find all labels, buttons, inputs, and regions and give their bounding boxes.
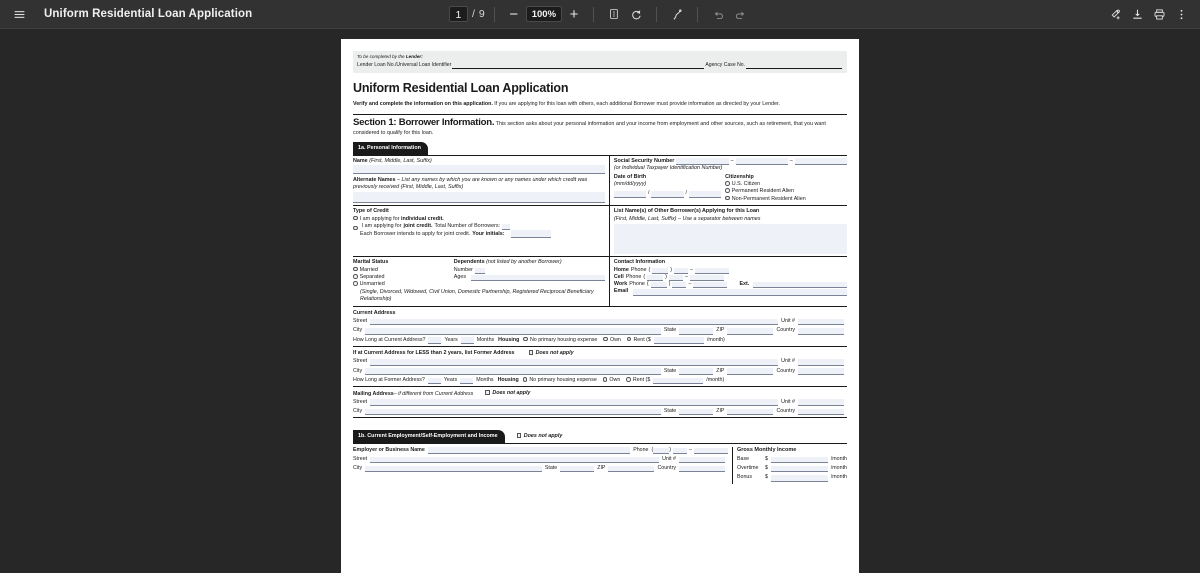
ssn-label: Social Security Number [613,157,675,164]
dependents-ages-input[interactable] [471,275,605,282]
radio-former-no-primary-housing[interactable] [523,377,528,382]
dob-label: Date of Birth [613,173,647,180]
former-address-city-row: City State ZIP Country [353,368,847,375]
contact-information-label: Contact Information [613,259,666,266]
mailing-zip-input[interactable] [727,409,773,416]
toolbar-divider-3 [656,7,657,22]
name-label-line: Name (First, Middle, Last, Suffix) [353,157,432,164]
employer-zip-input[interactable] [608,466,654,473]
credit-option-individual[interactable]: I am applying for individual credit. [353,216,605,223]
dob-inputs: / / [614,190,721,197]
mailing-country-input[interactable] [798,409,844,416]
mailing-street-input[interactable] [370,399,778,406]
zoom-level-display[interactable]: 100% [526,6,562,22]
former-years-input[interactable] [428,378,441,385]
lender-loan-no-field[interactable] [452,63,704,69]
housing-option-none[interactable]: No primary housing expense [523,337,597,344]
how-long-former-label: How Long at Former Address? [353,377,425,384]
email-row [614,288,847,295]
undo-icon[interactable] [707,3,729,25]
name-input[interactable] [353,165,605,174]
dependents-label-line: Dependents (not listed by another Borrower) [453,259,562,266]
credit-otherborrowers-row [353,206,847,257]
radio-no-primary-housing[interactable] [523,337,528,342]
toolbar-divider-4 [697,7,698,22]
radio-joint-credit[interactable] [353,226,358,231]
former-does-not-apply[interactable]: Does not apply [529,350,574,357]
toolbar-right-group [1104,3,1200,25]
former-unit-input[interactable] [798,359,844,366]
former-rent-amount-input[interactable] [653,378,703,385]
section-1-heading: Section 1: Borrower Information. [353,116,495,128]
contact-information-cell [610,257,847,306]
radio-unmarried[interactable] [353,281,358,286]
former-street-input[interactable] [370,359,778,366]
ext-input[interactable] [753,282,847,289]
toolbar-divider-2 [593,7,594,22]
country-label: Country [776,327,795,334]
employer-street-input[interactable] [370,457,659,464]
gross-monthly-income-title: Gross Monthly Income [737,446,797,453]
citizenship-label: Citizenship [725,173,754,180]
former-housing-option-own[interactable]: Own [603,377,621,384]
type-of-credit-cell [353,206,610,256]
current-unit-input[interactable] [798,319,844,326]
current-address-duration-row: How Long at Current Address? Years Months Housing No primary housing expense Own Rent ($ /month) [353,336,725,343]
radio-former-own[interactable] [603,377,608,382]
other-borrowers-cell [610,206,847,256]
employment-does-not-apply[interactable]: Does not apply [517,433,563,442]
city-label: City [353,327,363,334]
marital-status-label: Marital Status [353,259,389,266]
radio-married[interactable] [353,267,358,272]
other-borrowers-label: List Name(s) of Other Borrower(s) Applying for this Loan [613,208,760,215]
current-city-input[interactable] [365,328,661,335]
pdf-page-1 [341,39,859,573]
mailing-address-block [353,387,847,418]
other-borrowers-hint: (First, Middle, Last, Suffix) – Use a separator between names [613,215,761,222]
toolbar-center-group [449,0,751,28]
dependents-ages-row [454,274,605,281]
former-months-input[interactable] [460,378,473,385]
cell-phone-line[interactable] [690,275,724,281]
radio-us-citizen[interactable] [725,181,730,186]
redo-icon[interactable] [729,3,751,25]
current-rent-amount-input[interactable] [654,337,704,344]
lender-header-bar [353,51,847,73]
former-housing-option-rent[interactable]: Rent ($ [626,377,650,384]
ext-label: Ext. [739,281,750,288]
former-address-title: If at Current Address for LESS than 2 years, list Former Address [353,350,515,357]
employer-unit-input[interactable] [679,457,725,464]
employer-street-row: Street Unit # [353,456,728,463]
marital-dependents-cell [353,257,610,306]
employer-country-input[interactable] [679,466,725,473]
marital-status-cell [353,259,454,288]
employer-info-cell [353,447,732,484]
toolbar-divider-1 [494,7,495,22]
radio-own[interactable] [603,337,608,342]
street-label: Street [353,318,368,325]
marital-contact-row [353,257,847,307]
housing-option-rent[interactable]: Rent ($ [627,337,651,344]
former-address-duration-row: How Long at Former Address? Years Months Housing No primary housing expense Own Rent ($ /month) [353,377,725,384]
employer-phone-line[interactable] [694,448,728,454]
page-number-input[interactable]: 1 [449,6,468,22]
name-ssn-row [353,156,847,207]
dependents-number-label: Number [453,266,473,273]
housing-option-own[interactable]: Own [603,337,621,344]
ssn-dob-citizenship-cell [610,156,847,206]
dependents-cell [454,259,605,288]
email-input[interactable] [633,289,847,296]
former-state-input[interactable] [679,368,713,375]
section-divider [353,114,847,115]
ssn-hint: (or Individual Taxpayer Identification Number) [613,164,723,171]
share-icon[interactable] [1104,3,1126,25]
work-phone-row: Work Phone ( ) – Ext. [614,281,847,288]
current-address-block [353,307,847,347]
unit-label: Unit # [781,318,795,325]
former-city-input[interactable] [365,368,661,375]
current-country-input[interactable] [798,328,844,335]
toolbar-left-group [0,3,252,25]
gmi-row-bonus: Bonus $ /month [737,474,847,481]
former-housing-option-none[interactable]: No primary housing expense [523,377,597,384]
name-cell [353,156,610,206]
former-address-block [353,347,847,387]
ssn-part-2[interactable] [736,158,788,165]
mailing-city-input[interactable] [365,409,661,416]
dependents-number-row [454,267,605,274]
zoom-out-button[interactable]: − [509,5,519,23]
employer-name-input[interactable] [428,447,630,454]
employer-city-row: City State ZIP Country [353,465,728,472]
radio-former-rent[interactable] [626,377,631,382]
gmi-base-input[interactable] [771,457,828,464]
section-1-header [353,117,847,138]
cell-phone-row: Cell Phone ( ) – [614,274,847,281]
joint-initials-row: Each Borrower intends to apply for joint credit. Your initials: [353,230,605,238]
app-toolbar [0,0,1200,29]
former-country-input[interactable] [798,368,844,375]
type-of-credit-label: Type of Credit [353,208,389,215]
mailing-unit-input[interactable] [798,399,844,406]
download-icon[interactable] [1126,3,1148,25]
checkbox-former-does-not-apply[interactable] [529,350,534,355]
section-1-subheading: This section asks about your personal information and your income from employment and other sources, such as retirement, that you want considered to qualify for this loan. [353,120,826,136]
current-street-input[interactable] [370,319,778,326]
hamburger-menu-icon[interactable] [8,3,30,25]
more-options-icon[interactable] [1170,3,1192,25]
work-phone-prefix[interactable] [672,282,686,288]
current-state-input[interactable] [679,328,713,335]
current-address-city-row [353,327,847,334]
former-zip-input[interactable] [727,368,773,375]
radio-rent[interactable] [627,337,632,342]
dob-citizenship-row [614,174,847,203]
zoom-in-button[interactable]: + [569,5,579,23]
ssn-row: Social Security Number – – [614,158,847,165]
credit-option-joint[interactable]: I am applying for joint credit. Total Number of Borrowers: [353,223,605,230]
home-phone-row: Home Phone ( ) – [614,267,847,274]
page-separator: / [471,8,475,20]
gmi-row-overtime: Overtime $ /month [737,465,847,472]
marital-option-separated[interactable]: Separated [353,274,454,281]
employer-phone-area[interactable] [653,448,669,454]
mailing-address-street-row: Street Unit # [353,399,847,406]
zip-label: ZIP [716,327,725,334]
current-years-input[interactable] [428,337,441,344]
dob-hint: (mm/dd/yyyy) [613,181,647,188]
your-initials-input[interactable] [511,230,551,238]
home-phone-line[interactable] [695,268,729,274]
email-label: Email [613,288,629,295]
mailing-does-not-apply[interactable]: Does not apply [485,390,530,397]
lender-note: To be completed by the Lender: [357,54,423,59]
print-icon[interactable] [1148,3,1170,25]
section-1b-tab: 1b. Current Employment/Self-Employment and Income [353,430,505,442]
gmi-row-base: Base $ /month [737,456,847,463]
employer-city-input[interactable] [365,466,542,473]
cell-phone-area[interactable] [647,275,663,281]
page-total: 9 [478,8,485,20]
mailing-address-title-row: Mailing Address – if different from Current Address Does not apply [353,390,531,397]
other-borrowers-input[interactable] [614,224,847,254]
total-borrowers-input[interactable] [502,224,510,230]
dob-month[interactable] [614,191,646,198]
citizenship-option-nonpermanent[interactable]: Non-Permanent Resident Alien [725,196,847,203]
current-zip-input[interactable] [727,328,773,335]
radio-individual-credit[interactable] [353,216,358,221]
section-1a-tab: 1a. Personal Information [353,142,428,154]
how-long-current-label: How Long at Current Address? [353,336,426,343]
dob-day[interactable] [651,191,683,198]
former-address-title-row [353,350,847,357]
verify-instructions: Verify and complete the information on this application. If you are applying for this loan with others, each additional Borrower must provide information as directed by your Lender. [353,100,780,107]
rotate-icon[interactable] [625,3,647,25]
page-view-icon[interactable] [603,3,625,25]
current-months-input[interactable] [461,337,474,344]
marital-option-married[interactable]: Married [353,267,454,274]
radio-non-permanent-resident[interactable] [725,196,730,201]
section-1b-tab-row [353,430,847,443]
annotate-icon[interactable] [666,3,688,25]
ssn-part-3[interactable] [795,158,847,165]
employer-phone-label: Phone [633,446,649,453]
work-phone-line[interactable] [693,282,727,288]
checkbox-mailing-does-not-apply[interactable] [485,390,490,395]
lender-loan-no-label: Lender Loan No./Universal Loan Identifier [357,62,452,69]
employer-state-input[interactable] [560,466,594,473]
state-label: State [663,327,677,334]
section-1a-tab-row [353,142,847,155]
document-title: Uniform Residential Loan Application [44,8,253,20]
section-1b-body [353,444,847,484]
mailing-address-city-row: City State ZIP Country [353,408,847,415]
lender-loan-row [357,62,843,69]
former-address-street-row: Street Unit # [353,358,847,365]
checkbox-employment-does-not-apply[interactable] [517,433,522,438]
alt-names-label-line: Alternate Names – List any names by which you are known or any names under which credit was previously received (First, Middle, Last, Suffix) [353,176,588,191]
gmi-bonus-input[interactable] [771,475,828,482]
pdf-viewer[interactable] [0,29,1200,573]
mailing-state-input[interactable] [679,409,713,416]
employer-name-label: Employer or Business Name [353,446,425,453]
current-address-title: Current Address [353,309,396,316]
agency-case-no-field[interactable] [746,63,842,69]
radio-separated[interactable] [353,274,358,279]
agency-case-no-label: Agency Case No. [705,62,745,69]
citizenship-option-us[interactable]: U.S. Citizen [725,181,847,188]
unmarried-note: (Single, Divorced, Widowed, Civil Union, Domestic Partnership, Registered Reciprocal Beneficiary Relationship) [360,289,594,303]
ssn-part-1[interactable] [676,158,728,165]
work-phone-area[interactable] [651,282,667,288]
radio-permanent-resident[interactable] [725,188,730,193]
current-address-street-row [353,318,847,325]
gross-monthly-income-cell [732,447,847,484]
marital-option-unmarried[interactable]: Unmarried [353,281,454,288]
dependents-number-input[interactable] [475,268,485,274]
housing-label: Housing [498,336,520,343]
gmi-overtime-input[interactable] [771,466,828,473]
cell-phone-prefix[interactable] [669,275,683,281]
citizenship-cell [721,174,847,203]
dependents-ages-label: Ages [453,273,467,280]
dob-cell [614,174,721,203]
mailing-address-title: Mailing Address [353,390,394,397]
form-title: Uniform Residential Loan Application [353,81,569,96]
employer-phone-prefix[interactable] [673,448,687,454]
employer-name-row: Employer or Business Name Phone ) – [353,447,728,454]
alternate-names-input[interactable] [353,192,605,203]
citizenship-option-permanent[interactable]: Permanent Resident Alien [725,188,847,195]
dob-year[interactable] [689,191,721,198]
